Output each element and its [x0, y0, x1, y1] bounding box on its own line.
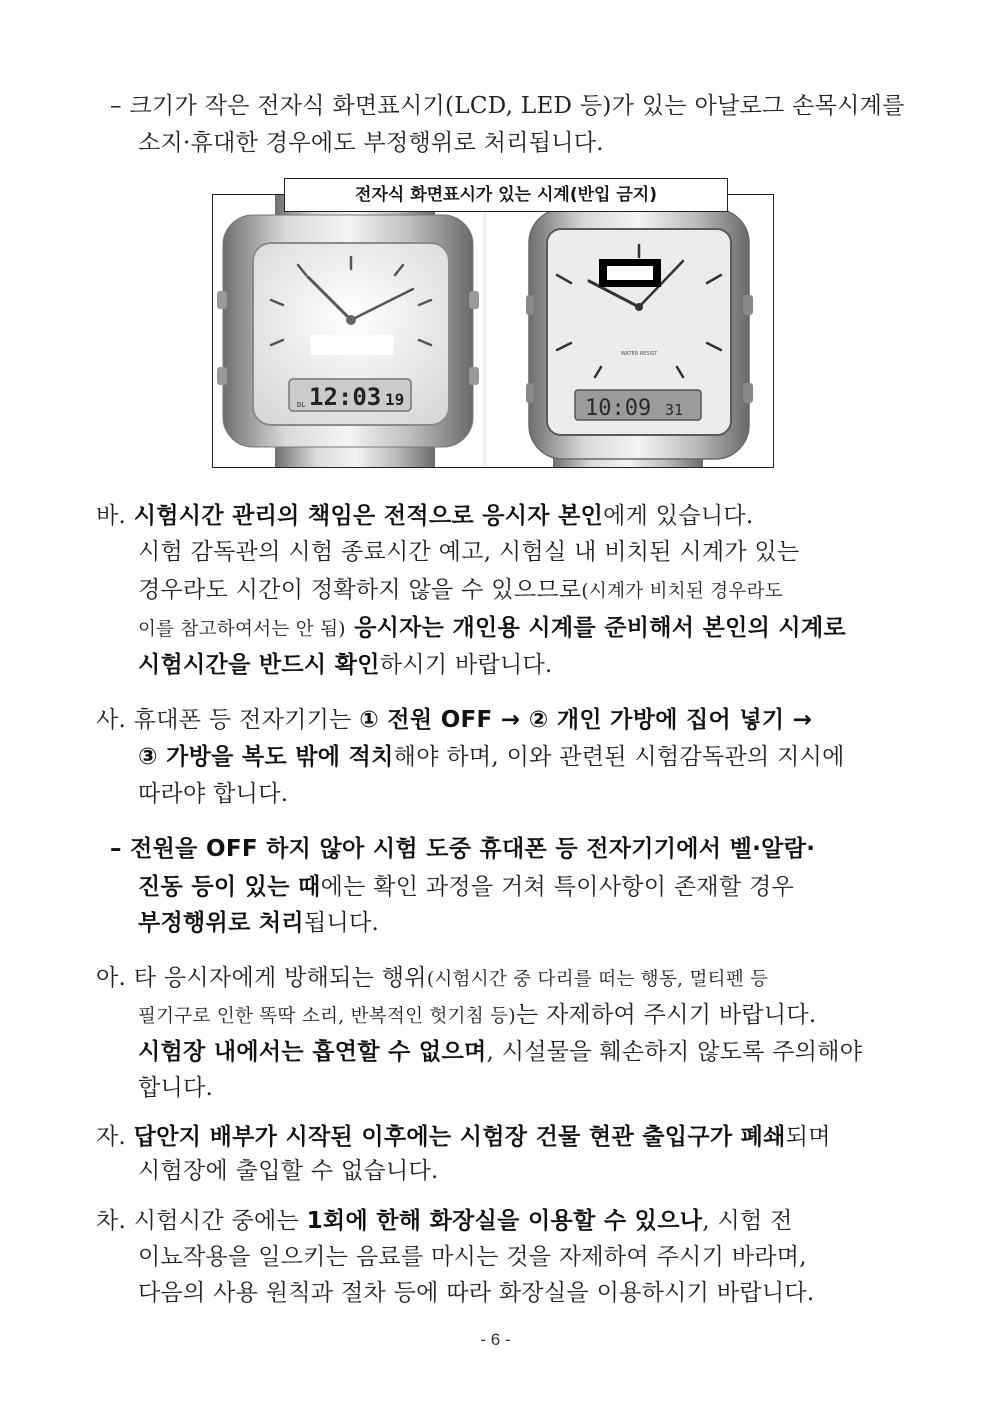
- intro-line-2: 소지·휴대한 경우에도 부정행위로 처리됩니다.: [138, 130, 604, 156]
- item-ba-emphasis-4: 응시자는 개인용 시계를 준비해서 본인의 시계로: [345, 615, 846, 641]
- item-sa-sub-line-3: [138, 908, 379, 938]
- item-sa-sub-text-3: 됩니다.: [303, 910, 380, 936]
- item-ba-text-4a: 이를 참고하여서는 안 됨): [138, 619, 346, 640]
- item-sa-sub-emphasis-1: – 전원을 OFF 하지 않아 시험 도중 휴대폰 등 전자기기에서 벨·알람·: [110, 836, 816, 862]
- item-a-text-2b: 는 자제하여 주시기 바랍니다.: [515, 1002, 817, 1028]
- page-number: - 6 -: [480, 1330, 511, 1349]
- item-ba-line-4: [138, 613, 846, 645]
- item-cha-line-2: 이뇨작용을 일으키는 음료를 마시는 것을 자제하여 주시기 바라며,: [138, 1244, 807, 1270]
- item-a-text-1b: (시험시간 중 다리를 떠는 행동, 멀티펜 등: [426, 969, 769, 990]
- watch-right: [526, 195, 753, 467]
- item-sa-line-2: [138, 742, 845, 772]
- item-sa-emphasis-1: ① 전원 OFF → ② 개인 가방에 집어 넣기 →: [359, 707, 813, 733]
- item-ba-text-3a: 경우라도 시간이 정확하지 않을 수 있으므로: [138, 577, 582, 603]
- item-cha-text-1a: 시험시간 중에는: [133, 1208, 307, 1234]
- item-ba-text-3b: (시계가 비치된 경우라도: [581, 581, 783, 602]
- figure-caption: 전자식 화면표시가 있는 시계(반입 금지): [284, 178, 728, 212]
- item-sa-sub-text-2: 에는 확인 과정을 거쳐 특이사항이 존재할 경우: [320, 874, 795, 900]
- item-ba-line-3: [138, 575, 783, 607]
- item-ja-line-1: [96, 1122, 831, 1152]
- item-a-line-1: [96, 963, 768, 995]
- item-ba-line-2: 시험 감독관의 시험 종료시간 예고, 시험실 내 비치된 시계가 있는: [138, 539, 800, 565]
- item-ba-text-5: 하시기 바랍니다.: [379, 652, 553, 678]
- item-a-marker: 아.: [96, 965, 127, 991]
- item-ba-marker: 바.: [96, 503, 127, 529]
- lcd-seconds-left: 19: [385, 390, 405, 409]
- item-a-line-4: 합니다.: [138, 1075, 214, 1101]
- item-ja-emphasis-1: 답안지 배부가 시작된 이후에는 시험장 건물 현관 출입구가 폐쇄: [133, 1124, 786, 1150]
- item-sa-text-2: 해야 하며, 이와 관련된 시험감독관의 지시에: [393, 744, 845, 770]
- lcd-mark-left: DL: [297, 401, 306, 409]
- watch-figure: [212, 194, 774, 468]
- item-a-line-2: [138, 1000, 817, 1032]
- item-sa-emphasis-2: ③ 가방을 복도 밖에 적치: [138, 744, 394, 770]
- item-sa-sub-emphasis-2: 진동 등이 있는 때: [138, 874, 321, 900]
- item-a-line-3: [138, 1037, 862, 1067]
- watch-left: [217, 195, 479, 467]
- lcd-time-right: 10:09: [585, 396, 652, 421]
- item-sa-sub-line-2: [138, 872, 794, 902]
- item-sa-sub-line-1: [110, 834, 815, 864]
- item-ba-emphasis-5: 시험시간을 반드시 확인: [138, 652, 380, 678]
- item-sa-sub-emphasis-3: 부정행위로 처리: [138, 910, 304, 936]
- item-ba-emphasis-1: 시험시간 관리의 책임은 전적으로 응시자 본인: [133, 503, 604, 529]
- item-sa-line-3: 따라야 합니다.: [138, 781, 289, 807]
- item-ba-text-1: 에게 있습니다.: [603, 503, 754, 529]
- item-ba-line-1: [96, 501, 754, 531]
- item-a-text-2a: 필기구로 인한 똑딱 소리, 반복적인 헛기침 등): [138, 1006, 516, 1027]
- item-cha-marker: 차.: [96, 1208, 127, 1234]
- item-cha-emphasis-1: 1회에 한해 화장실을 이용할 수 있으나: [306, 1208, 703, 1234]
- lcd-time-left: 12:03: [309, 383, 382, 411]
- item-cha-line-1: [96, 1206, 793, 1236]
- dial-text-right: WATER RESIST: [620, 351, 658, 357]
- item-ja-marker: 자.: [96, 1124, 127, 1150]
- item-cha-text-1b: , 시험 전: [702, 1208, 793, 1234]
- lcd-seconds-right: 31: [665, 401, 684, 419]
- item-sa-text-1: 휴대폰 등 전자기기는: [133, 707, 360, 733]
- item-ja-text-1: 되며: [785, 1124, 831, 1150]
- item-cha-line-3: 다음의 사용 원칙과 절차 등에 따라 화장실을 이용하시기 바랍니다.: [138, 1280, 815, 1306]
- item-a-text-1a: 타 응시자에게 방해되는 행위: [133, 965, 427, 991]
- intro-line-1: – 크기가 작은 전자식 화면표시기(LCD, LED 등)가 있는 아날로그 손목시계를: [110, 93, 905, 119]
- item-a-text-3: , 시설물을 훼손하지 않도록 주의해야: [486, 1039, 863, 1065]
- item-a-emphasis-3: 시험장 내에서는 흡연할 수 없으며: [138, 1039, 487, 1065]
- watches-image: [213, 195, 773, 467]
- item-ja-line-2: 시험장에 출입할 수 없습니다.: [138, 1158, 439, 1184]
- item-sa-line-1: [96, 705, 812, 735]
- item-sa-marker: 사.: [96, 707, 127, 733]
- item-ba-line-5: [138, 650, 553, 680]
